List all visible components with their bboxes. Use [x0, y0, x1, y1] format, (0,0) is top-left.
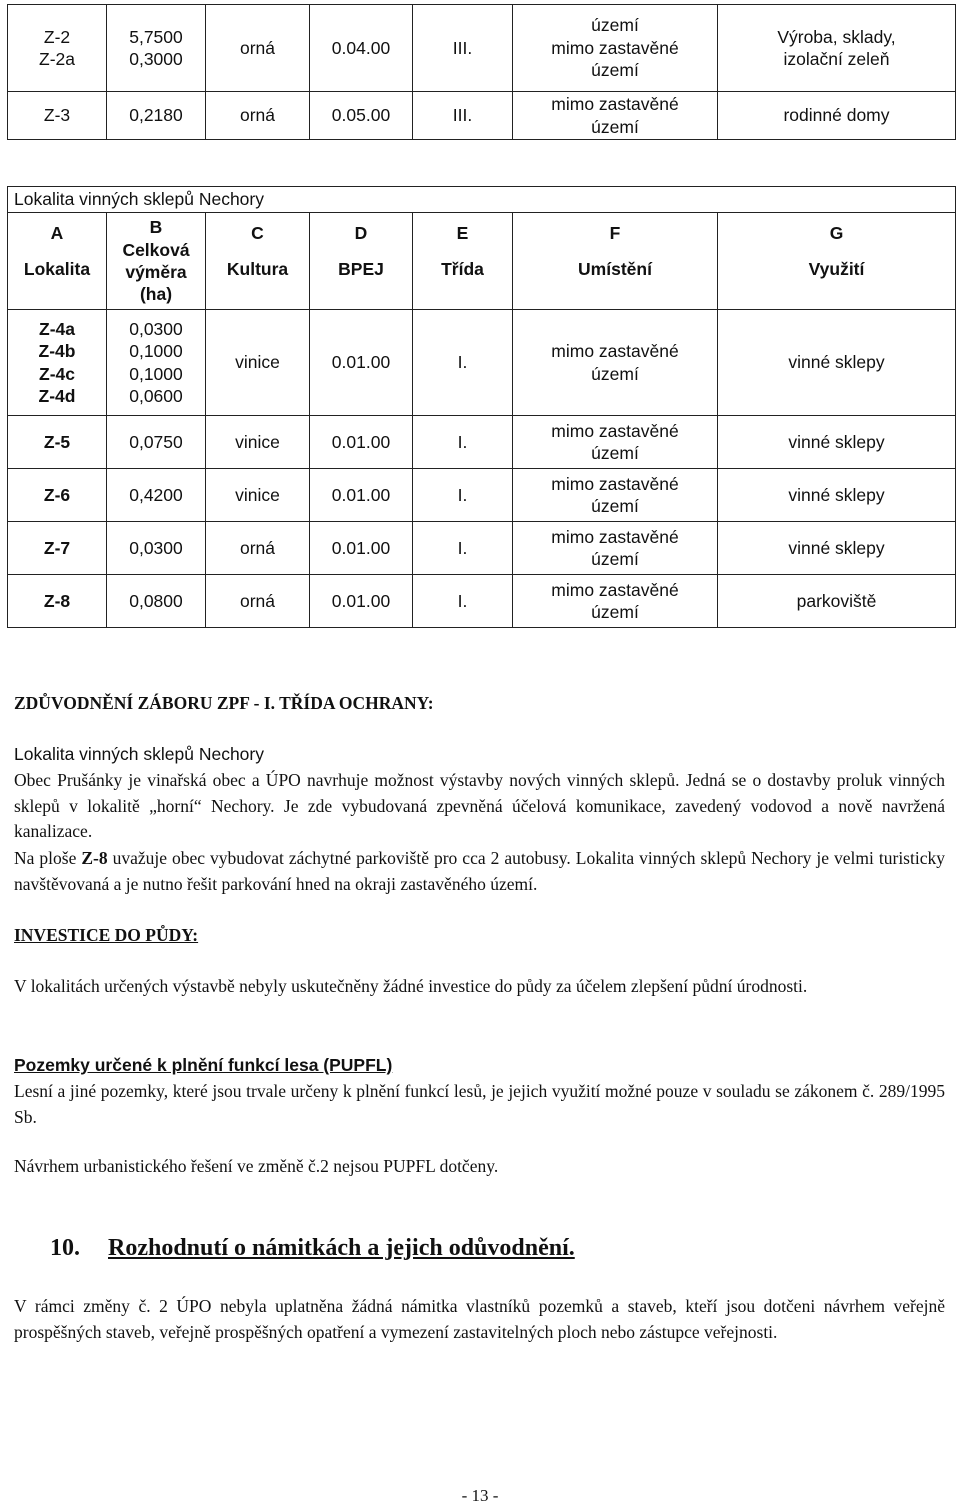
- zduvodneni-paragraph-1: Obec Prušánky je vinařská obec a ÚPO navrhuje možnost výstavby nových vinných sklepů. Jedná se o dostavby proluk vinných sklepů v lokalitě „horní“ Nechory. Je zde vybudovaná zpevněná účelová komunikace, zavedený vodovod a nově navržená kanalizace.: [14, 770, 945, 841]
- nechory-subheading: Lokalita vinných sklepů Nechory: [14, 744, 264, 764]
- pupfl-heading: Pozemky určené k plnění funkcí lesa (PUPFL): [14, 1055, 393, 1075]
- section-number: 10.: [50, 1235, 80, 1261]
- table-header-row: [8, 213, 956, 310]
- zduvodneni-heading: ZDŮVODNĚNÍ ZÁBORU ZPF - I. TŘÍDA OCHRANY:: [14, 693, 434, 713]
- cell-bpej: 0.05.00: [310, 92, 413, 140]
- cell-bpej: 0.04.00: [310, 5, 413, 92]
- cell-vyuziti: parkoviště: [718, 575, 956, 628]
- cell-trida: III.: [413, 5, 513, 92]
- cell-vymera: 0,4200: [107, 469, 206, 522]
- cell-lokalita: Z-7: [8, 522, 107, 575]
- table-row: [8, 310, 956, 416]
- cell-umisteni: mimo zastavěné území: [513, 522, 718, 575]
- cell-trida: III.: [413, 92, 513, 140]
- table-row: [8, 5, 956, 92]
- cell-lokalita: Z-8: [8, 575, 107, 628]
- cell-kultura: orná: [206, 5, 310, 92]
- land-use-table-top: [7, 4, 956, 140]
- cell-lokalita: Z-2 Z-2a: [8, 5, 107, 92]
- cell-bpej: 0.01.00: [310, 416, 413, 469]
- table-caption: Lokalita vinných sklepů Nechory: [8, 187, 956, 213]
- cell-trida: I.: [413, 310, 513, 416]
- cell-trida: I.: [413, 469, 513, 522]
- cell-vymera: 5,7500 0,3000: [107, 5, 206, 92]
- cell-umisteni: mimo zastavěné území: [513, 575, 718, 628]
- cell-vymera: 0,0300: [107, 522, 206, 575]
- cell-vyuziti: rodinné domy: [718, 92, 956, 140]
- cell-umisteni: mimo zastavěné území: [513, 469, 718, 522]
- table-row: [8, 92, 956, 140]
- cell-trida: I.: [413, 575, 513, 628]
- cell-umisteni: mimo zastavěné území: [513, 310, 718, 416]
- cell-umisteni: mimo zastavěné území: [513, 416, 718, 469]
- investice-text: V lokalitách určených výstavbě nebyly uskutečněny žádné investice do půdy za účelem zlepšení půdní úrodnosti.: [14, 976, 808, 996]
- page-number: - 13 -: [461, 1486, 499, 1505]
- header-vyuziti: G Využití: [718, 213, 956, 310]
- section-10-title: [50, 1233, 575, 1264]
- cell-trida: I.: [413, 416, 513, 469]
- cell-umisteni: území mimo zastavěné území: [513, 5, 718, 92]
- cell-vyuziti: vinné sklepy: [718, 469, 956, 522]
- cell-bpej: 0.01.00: [310, 310, 413, 416]
- cell-kultura: orná: [206, 92, 310, 140]
- cell-lokalita: Z-5: [8, 416, 107, 469]
- cell-lokalita: Z-6: [8, 469, 107, 522]
- header-trida: E Třída: [413, 213, 513, 310]
- zduvodneni-paragraph-2: Na ploše Z-8 uvažuje obec vybudovat záchytné parkoviště pro cca 2 autobusy. Lokalita vinných sklepů Nechory je velmi turisticky navštěvovaná a je nutno řešit parkování hned na okraji zastavěného území.: [14, 848, 945, 894]
- cell-bpej: 0.01.00: [310, 522, 413, 575]
- cell-vyuziti: vinné sklepy: [718, 310, 956, 416]
- cell-vymera: 0,2180: [107, 92, 206, 140]
- section-10-text: V rámci změny č. 2 ÚPO nebyla uplatněna žádná námitka vlastníků pozemků a staveb, kteří jsou dotčeni návrhem veřejně prospěšných staveb, veřejně prospěšných opatření a vymezení zastavitelných ploch nebo zástupce veřejnosti.: [14, 1296, 945, 1342]
- cell-umisteni: mimo zastavěné území: [513, 92, 718, 140]
- table-caption-row: [8, 187, 956, 213]
- pupfl-text: Lesní a jiné pozemky, které jsou trvale určeny k plnění funkcí lesů, je jejich využití možné pouze v souladu se zákonem č. 289/1995 Sb.: [14, 1081, 945, 1127]
- cell-trida: I.: [413, 522, 513, 575]
- cell-vymera: 0,0750: [107, 416, 206, 469]
- cell-bpej: 0.01.00: [310, 469, 413, 522]
- pupfl-note: Návrhem urbanistického řešení ve změně č.2 nejsou PUPFL dotčeny.: [14, 1156, 499, 1176]
- cell-vymera: 0,0300 0,1000 0,1000 0,0600: [107, 310, 206, 416]
- cell-vymera: 0,0800: [107, 575, 206, 628]
- section-title: Rozhodnutí o námitkách a jejich odůvodnění.: [108, 1235, 575, 1261]
- cell-vyuziti: vinné sklepy: [718, 522, 956, 575]
- header-vymera: B Celková výměra (ha): [107, 213, 206, 310]
- table-row: [8, 522, 956, 575]
- cell-kultura: vinice: [206, 469, 310, 522]
- nechory-land-table: [7, 186, 956, 628]
- cell-kultura: orná: [206, 522, 310, 575]
- cell-vyuziti: Výroba, sklady, izolační zeleň: [718, 5, 956, 92]
- cell-kultura: vinice: [206, 416, 310, 469]
- investice-heading: INVESTICE DO PŮDY:: [14, 925, 199, 945]
- cell-vyuziti: vinné sklepy: [718, 416, 956, 469]
- cell-lokalita: Z-4a Z-4b Z-4c Z-4d: [8, 310, 107, 416]
- plot-z8-label: Z-8: [81, 848, 108, 868]
- header-kultura: C Kultura: [206, 213, 310, 310]
- cell-kultura: vinice: [206, 310, 310, 416]
- table-row: [8, 416, 956, 469]
- cell-bpej: 0.01.00: [310, 575, 413, 628]
- header-umisteni: F Umístění: [513, 213, 718, 310]
- table-row: [8, 575, 956, 628]
- header-bpej: D BPEJ: [310, 213, 413, 310]
- cell-lokalita: Z-3: [8, 92, 107, 140]
- table-row: [8, 469, 956, 522]
- header-lokalita: A Lokalita: [8, 213, 107, 310]
- cell-kultura: orná: [206, 575, 310, 628]
